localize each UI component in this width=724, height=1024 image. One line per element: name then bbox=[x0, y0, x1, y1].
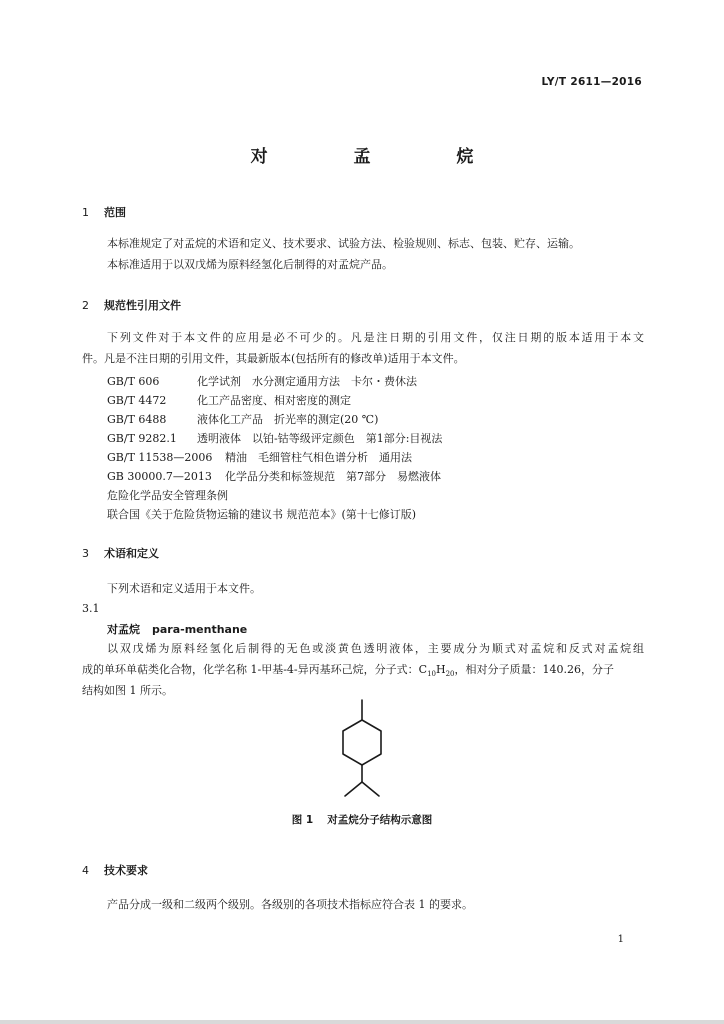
figure-caption-text: 对孟烷分子结构示意图 bbox=[327, 814, 433, 826]
reference-title: 化学品分类和标签规范 第7部分 易燃液体 bbox=[225, 470, 441, 483]
term-entry bbox=[107, 621, 247, 637]
reference-code: GB/T 6488 bbox=[107, 413, 167, 426]
normative-intro-line-2: 件。凡是不注日期的引用文件，其最新版本(包括所有的修改单)适用于本文件。 bbox=[82, 352, 465, 365]
section-number: 3 bbox=[82, 547, 89, 560]
definition-line-2 bbox=[82, 663, 614, 681]
reference-code: GB/T 4472 bbox=[107, 394, 167, 407]
section-title: 范围 bbox=[104, 206, 126, 219]
cyclohexane-ring bbox=[343, 720, 381, 765]
reference-item bbox=[107, 411, 378, 427]
figure-caption bbox=[0, 812, 724, 827]
section-3-heading bbox=[82, 545, 159, 561]
section-number: 1 bbox=[82, 206, 89, 219]
page-number: 1 bbox=[617, 934, 624, 945]
isopropyl-branch-left bbox=[345, 782, 362, 796]
section-4-heading bbox=[82, 862, 148, 878]
terms-intro: 下列术语和定义适用于本文件。 bbox=[107, 582, 261, 595]
reference-item: 联合国《关于危险货物运输的建议书 规范范本》(第十七修订版) bbox=[107, 508, 417, 521]
reference-item bbox=[107, 430, 442, 446]
reference-code: GB/T 11538—2006 bbox=[107, 451, 213, 464]
section-title: 规范性引用文件 bbox=[104, 299, 181, 312]
reference-item bbox=[107, 449, 412, 465]
section-1-heading bbox=[82, 204, 126, 220]
section-title: 术语和定义 bbox=[104, 547, 159, 560]
formula-subscript: 10 bbox=[427, 670, 436, 679]
scope-paragraph-2: 本标准适用于以双戊烯为原料经氢化后制得的对孟烷产品。 bbox=[107, 258, 393, 271]
definition-line-1: 以双戊烯为原料经氢化后制得的无色或淡黄色透明液体，主要成分为顺式对孟烷和反式对孟烷组 bbox=[107, 642, 644, 655]
formula-element: H bbox=[435, 663, 446, 676]
term-number: 3.1 bbox=[82, 602, 100, 615]
definition-line-3: 结构如图 1 所示。 bbox=[82, 684, 173, 697]
reference-item bbox=[107, 373, 417, 389]
reference-item bbox=[107, 468, 441, 484]
section-number: 2 bbox=[82, 299, 89, 312]
section-2-heading bbox=[82, 297, 181, 313]
term-chinese: 对孟烷 bbox=[107, 623, 140, 636]
term-english: para-menthane bbox=[152, 623, 248, 636]
section-number: 4 bbox=[82, 864, 89, 877]
reference-code: GB 30000.7—2013 bbox=[107, 470, 212, 483]
scope-paragraph-1: 本标准规定了对孟烷的术语和定义、技术要求、试验方法、检验规则、标志、包装、贮存、运输。 bbox=[107, 237, 580, 250]
formula-subscript: 20 bbox=[445, 670, 455, 679]
isopropyl-branch-right bbox=[362, 782, 379, 796]
molecule-structure-figure bbox=[322, 696, 402, 800]
reference-code: GB/T 606 bbox=[107, 375, 160, 388]
reference-item bbox=[107, 392, 351, 408]
figure-number: 图 1 bbox=[291, 814, 314, 826]
reference-title: 精油 毛细管柱气相色谱分析 通用法 bbox=[225, 451, 412, 464]
page-bottom-edge bbox=[0, 1020, 724, 1024]
technical-paragraph: 产品分成一级和二级两个级别。各级别的各项技术指标应符合表 1 的要求。 bbox=[107, 898, 473, 911]
reference-title: 化工产品密度、相对密度的测定 bbox=[197, 394, 351, 407]
definition-text: ，相对分子质量：140.26，分子 bbox=[454, 663, 614, 676]
reference-title: 化学试剂 水分测定通用方法 卡尔・费休法 bbox=[197, 375, 417, 388]
section-title: 技术要求 bbox=[104, 864, 148, 877]
standard-code: LY/T 2611—2016 bbox=[541, 76, 642, 88]
reference-title: 透明液体 以铂-钴等级评定颜色 第1部分:目视法 bbox=[197, 432, 443, 445]
normative-intro-line-1: 下列文件对于本文件的应用是必不可少的。凡是注日期的引用文件，仅注日期的版本适用于本文 bbox=[107, 331, 644, 344]
reference-code: GB/T 9282.1 bbox=[107, 432, 177, 445]
definition-text: 成的单环单萜类化合物，化学名称 1-甲基-4-异丙基环己烷，分子式：C bbox=[82, 663, 428, 676]
reference-item: 危险化学品安全管理条例 bbox=[107, 489, 228, 502]
reference-title: 液体化工产品 折光率的测定(20 ℃) bbox=[197, 413, 379, 426]
document-title: 对 孟 烷 bbox=[250, 147, 514, 167]
